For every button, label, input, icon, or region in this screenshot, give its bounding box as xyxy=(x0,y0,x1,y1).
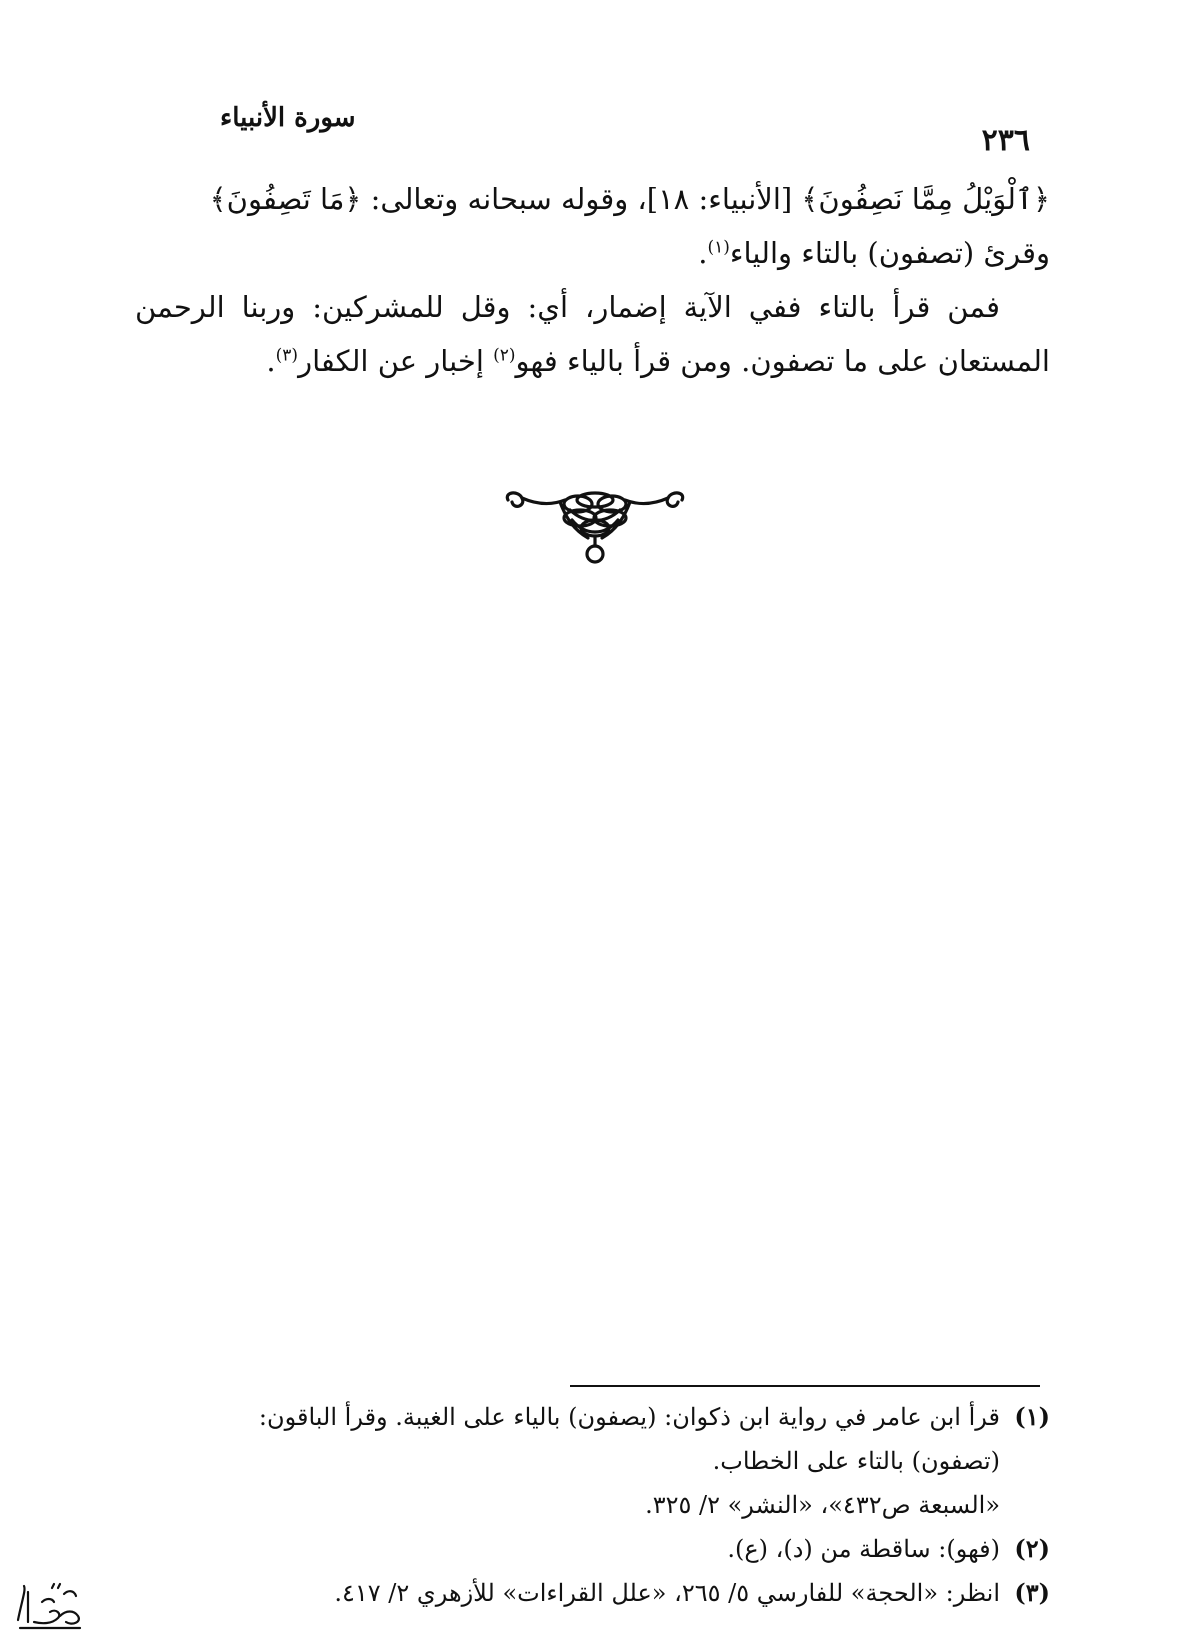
footnote-line: قرأ ابن عامر في رواية ابن ذكوان: (يصفون) بالياء على الغيبة. وقرأ الباقون: xyxy=(258,1403,1000,1431)
footnote-3 xyxy=(130,1571,1050,1615)
page-number: ٢٣٦ xyxy=(981,123,1030,158)
paragraph-1-line-1: ﴿ٱلْوَيْلُ مِمَّا نَصِفُونَ﴾ [الأنبياء: ١٨]، وقوله سبحانه وتعالى: ﴿مَا تَصِفُونَ﴾ xyxy=(209,182,1050,216)
footnote-line: (فهو): ساقطة من (د)، (ع). xyxy=(727,1535,1000,1563)
footnote-number: (١) xyxy=(1014,1402,1050,1431)
paragraph-2-part-2: إخبار عن الكفار xyxy=(298,344,494,378)
footnote-body xyxy=(130,1395,1000,1527)
paragraph-2-end: . xyxy=(266,344,276,378)
footnote-ref-3: (٣) xyxy=(275,345,299,366)
footnote-2 xyxy=(130,1527,1050,1571)
floral-ornament-icon xyxy=(500,490,690,570)
running-title: سورة الأنبياء xyxy=(220,103,356,133)
paragraph-1 xyxy=(135,172,1050,280)
footnote-ref-1: (١) xyxy=(707,237,730,258)
footnote-body xyxy=(130,1571,1000,1615)
footnote-number: (٣) xyxy=(1014,1578,1050,1607)
paragraph-2 xyxy=(135,280,1050,388)
main-text xyxy=(135,172,1050,388)
footnote-separator xyxy=(570,1385,1040,1387)
paragraph-1-line-2: وقرئ (تصفون) بالتاء والياء xyxy=(729,236,1050,270)
footnote-number: (٢) xyxy=(1014,1534,1050,1563)
footnote-line: انظر: «الحجة» للفارسي ٥/ ٢٦٥، «علل القراءات» للأزهري ٢/ ٤١٧. xyxy=(334,1579,1000,1607)
paragraph-2-part-1: فمن قرأ بالتاء ففي الآية إضمار، أي: وقل للمشركين: وربنا الرحمن المستعان على ما تصفون. ومن قرأ بالياء فهو xyxy=(135,290,1050,378)
library-stamp-logo xyxy=(12,1580,87,1635)
footnote-line: (تصفون) بالتاء على الخطاب. xyxy=(712,1447,1000,1475)
footnote-body xyxy=(130,1527,1000,1571)
footnote-ref-2: (٢) xyxy=(493,345,516,366)
footnote-1 xyxy=(130,1395,1050,1527)
footnotes xyxy=(130,1395,1050,1615)
paragraph-1-end: . xyxy=(698,236,708,270)
footnote-line: «السبعة ص٤٣٢»، «النشر» ٢/ ٣٢٥. xyxy=(645,1491,1000,1519)
page-header xyxy=(120,95,1050,165)
